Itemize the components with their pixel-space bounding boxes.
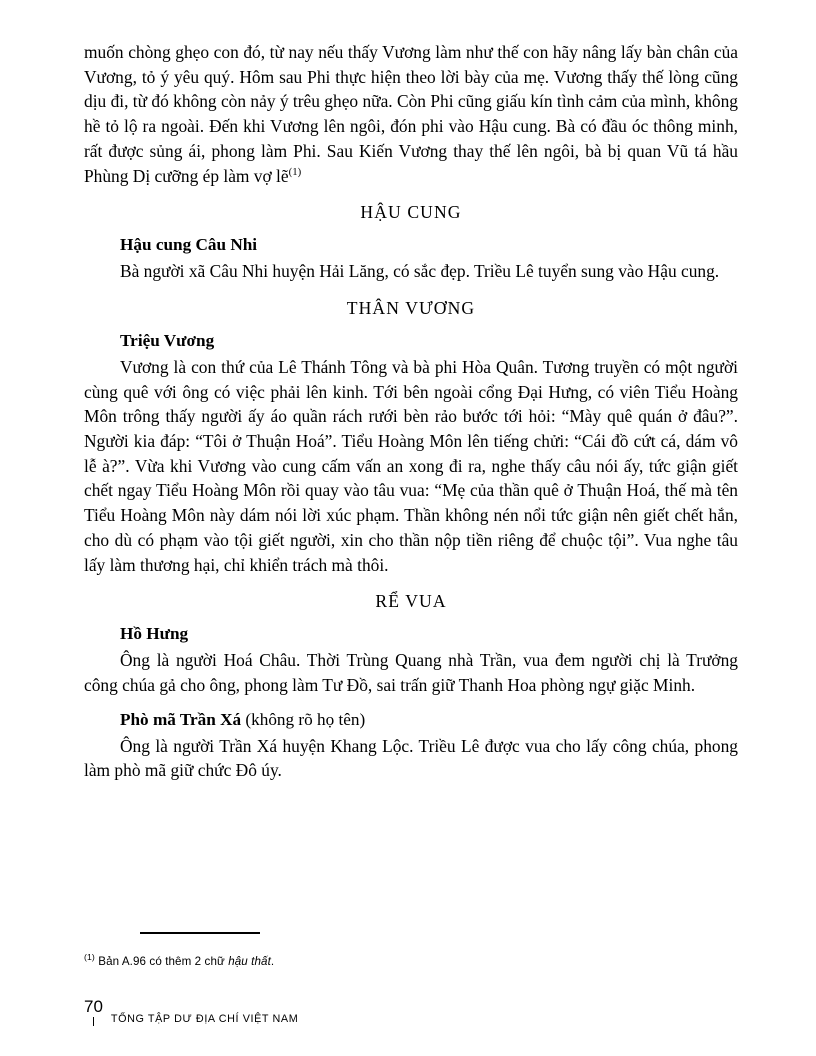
footnote-ref-marker: (1) (84, 952, 95, 963)
subheading-pho-ma-tran-xa-label: Phò mã Trần Xá (120, 709, 242, 729)
page-number: 70 (84, 997, 103, 1016)
subheading-pho-ma-tran-xa (84, 710, 738, 730)
opening-paragraph-text: muốn chòng ghẹo con đó, từ nay nếu thấy Vương làm như thế con hãy nâng lấy bàn chân của Vương, tỏ ý yêu quý. Hôm sau Phi thực hiện theo lời bày của mẹ. Vương thấy thế lòng cũng dịu đi, từ đó không còn nảy ý trêu ghẹo nữa. Còn Phi cũng giấu kín tình cảm của mình, không hề tỏ lộ ra ngoài. Đến khi Vương lên ngôi, đón phi vào Hậu cung. Bà có đầu óc thông minh, rất được sủng ái, phong làm Phi. Sau Kiến Vương thay thế lên ngôi, bà bị quan Vũ tá hầu Phùng Dị cưỡng ép làm vợ lẽ (84, 42, 738, 186)
section-heading-hau-cung: HẬU CUNG (360, 202, 462, 223)
footnote (84, 952, 275, 968)
opening-paragraph (84, 40, 738, 188)
page-footer (84, 998, 298, 1026)
paragraph-hau-cung-1: Bà người xã Câu Nhi huyện Hải Lăng, có sắc đẹp. Triều Lê tuyển sung vào Hậu cung. (120, 261, 720, 282)
section-heading-re-vua: RỂ VUA (375, 591, 447, 612)
footnote-text-before: Bản A.96 có thêm 2 chữ (94, 955, 229, 968)
footnote-italic-text: hậu thất (228, 955, 271, 968)
subheading-trieu-vuong: Triệu Vương (120, 330, 215, 350)
subheading-hau-cung-cau-nhi: Hậu cung Câu Nhi (120, 235, 258, 255)
footnote-separator (140, 932, 260, 934)
subheading-ho-hung: Hồ Hưng (120, 624, 189, 644)
paragraph-re-vua-1: Ông là người Hoá Châu. Thời Trùng Quang nhà Trần, vua đem người chị là Trưởng công chúa gả cho ông, phong làm Tư Đồ, sai trấn giữ Thanh Hoa phòng ngự giặc Minh. (84, 650, 738, 695)
paragraph-re-vua-2: Ông là người Trần Xá huyện Khang Lộc. Triều Lê được vua cho lấy công chúa, phong làm phò mã giữ chức Đô úy. (84, 735, 738, 781)
subheading-pho-ma-tran-xa-note: (không rõ họ tên) (241, 709, 366, 729)
footnote-marker: (1) (288, 165, 302, 178)
page-number-block (84, 998, 103, 1026)
running-title: TỔNG TẬP DƯ ĐỊA CHÍ VIỆT NAM (110, 1013, 299, 1025)
page-number-rule (93, 1017, 94, 1026)
footnote-text-after: . (270, 955, 275, 968)
section-heading-than-vuong: THÂN VƯƠNG (346, 297, 476, 318)
paragraph-than-vuong-1: Vương là con thứ của Lê Thánh Tông và bà phi Hòa Quân. Tương truyền có một người cùng quê với ông có việc phải lên kinh. Tới bên ngoài cổng Đại Hưng, có viên Tiểu Hoàng Môn trông thấy người ấy áo quần rách rưới bèn rảo bước tới hỏi: “Mày quê quán ở đâu?”. Người kia đáp: “Tôi ở Thuận Hoá”. Tiểu Hoàng Môn lên tiếng chửi: “Cái đồ cứt cá, dám vô lễ à?”. Vừa khi Vương vào cung cấm vấn an xong đi ra, nghe thấy câu nói ấy, tức giận giết chết ngay Tiểu Hoàng Môn rồi quay vào tâu vua: “Mẹ của thần quê ở Thuận Hoá, thế mà tên Tiểu Hoàng Môn này dám nói lời xúc phạm. Thần không nén nổi tức giận nên giết chết hắn, cho dù có phạm vào tội giết người, xin cho thần nộp tiền riêng để chuộc tội”. Vua nghe tâu lấy làm thương hại, chỉ khiển trách mà thôi. (84, 356, 738, 575)
